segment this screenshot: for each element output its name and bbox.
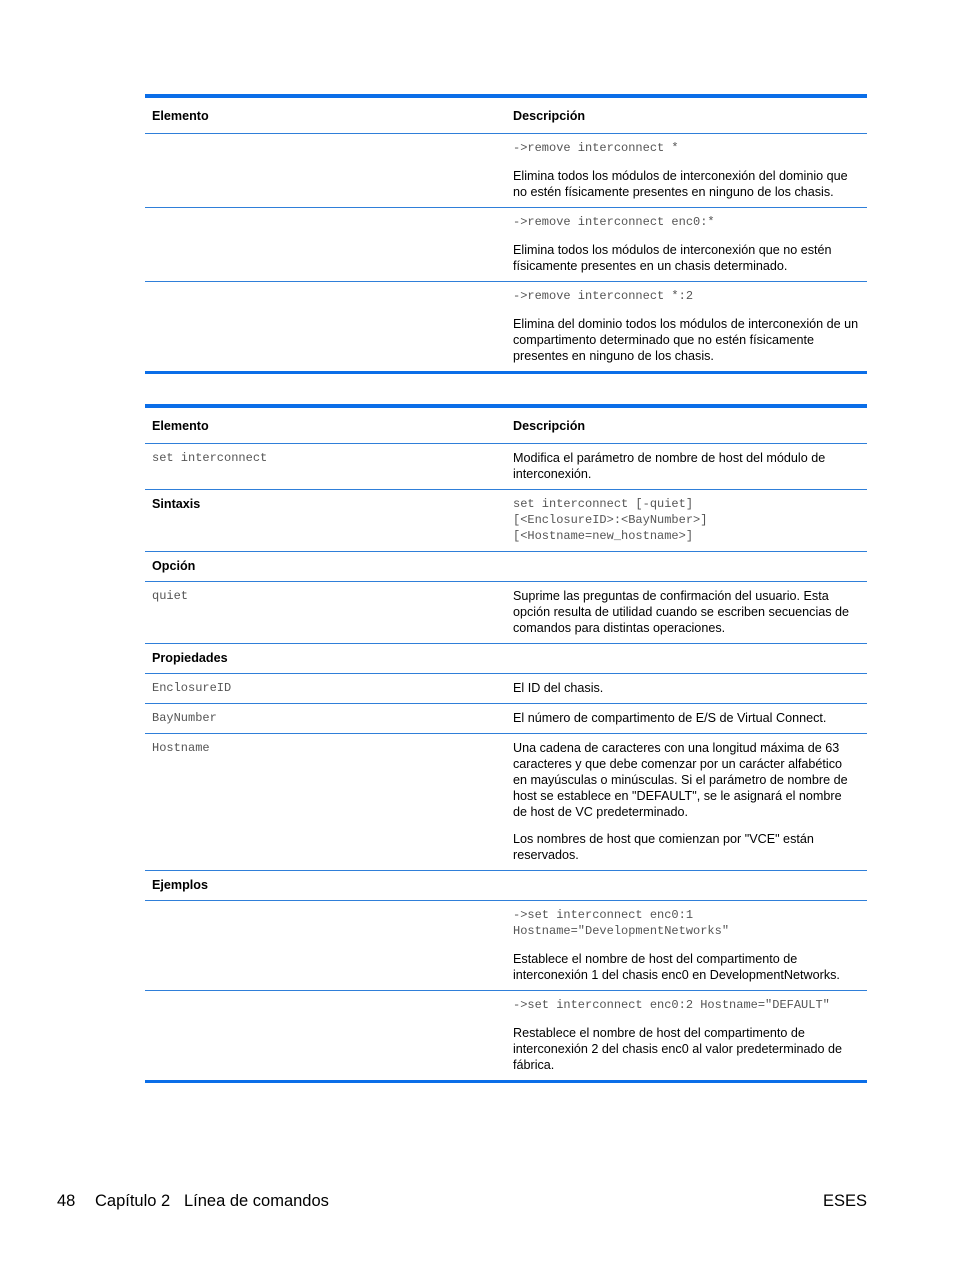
option-row — [145, 582, 867, 644]
properties-header: Propiedades — [152, 651, 228, 665]
example-code: ->remove interconnect * — [513, 141, 679, 155]
example-code: ->set interconnect enc0:2 Hostname="DEFAULT" — [513, 998, 830, 1012]
option-header: Opción — [152, 559, 196, 573]
table-row — [145, 134, 867, 208]
table-header — [145, 98, 867, 134]
example-description: Restablece el nombre de host del compartimento de interconexión 2 del chasis enc0 al valor predeterminado de fábrica. — [513, 1026, 843, 1072]
header-element: Elemento — [152, 109, 209, 123]
property-description: El número de compartimento de E/S de Virtual Connect. — [513, 711, 827, 725]
property-name: BayNumber — [152, 711, 217, 725]
example-code: ->set interconnect enc0:1 Hostname="DevelopmentNetworks" — [513, 908, 730, 938]
example-description: Elimina todos los módulos de interconexión que no estén físicamente presentes en un chasis determinado. — [513, 243, 832, 273]
table-row — [145, 282, 867, 371]
example-row — [145, 901, 867, 991]
command-description: Modifica el parámetro de nombre de host del módulo de interconexión. — [513, 451, 826, 481]
header-description: Descripción — [513, 419, 586, 433]
property-description: El ID del chasis. — [513, 681, 604, 695]
command-row — [145, 444, 867, 490]
page-number: 48 — [57, 1192, 76, 1210]
row-element — [145, 282, 506, 371]
table-header — [145, 408, 867, 444]
syntax-code: set interconnect [-quiet] [<EnclosureID>:<BayNumber>] [<Hostname=new_hostname>] — [513, 497, 708, 543]
syntax-label: Sintaxis — [152, 497, 201, 511]
remove-interconnect-table — [145, 94, 867, 374]
property-row — [145, 734, 867, 871]
example-description: Establece el nombre de host del compartimento de interconexión 1 del chasis enc0 en DevelopmentNetworks. — [513, 952, 840, 982]
property-row — [145, 704, 867, 734]
example-description: Elimina todos los módulos de interconexión del dominio que no estén físicamente presentes en ninguno de los chasis. — [513, 169, 848, 199]
command-name: set interconnect — [152, 451, 268, 465]
section-header-row — [145, 871, 867, 901]
row-element — [145, 208, 506, 281]
section-header-row — [145, 552, 867, 582]
table-row — [145, 208, 867, 282]
property-row — [145, 674, 867, 704]
example-row — [145, 991, 867, 1080]
option-name: quiet — [152, 589, 189, 603]
set-interconnect-table — [145, 404, 867, 1083]
section-header-row — [145, 644, 867, 674]
property-name: EnclosureID — [152, 681, 232, 695]
example-code: ->remove interconnect enc0:* — [513, 215, 715, 229]
language-code: ESES — [822, 1192, 867, 1210]
syntax-row — [145, 490, 867, 552]
property-description: Una cadena de caracteres con una longitud máxima de 63 caracteres y que debe comenzar por un carácter alfabético en mayúsculas o minúsculas. Si el parámetro de nombre de host se establece en "DEFAULT", se le asignará el nombre de host de VC predeterminado. — [513, 741, 848, 819]
property-note: Los nombres de host que comienzan por "VCE" están reservados. — [513, 832, 814, 862]
property-name: Hostname — [152, 741, 210, 755]
example-description: Elimina del dominio todos los módulos de interconexión de un compartimento determinado que no estén físicamente presentes en ninguno de los chasis. — [513, 317, 859, 363]
example-code: ->remove interconnect *:2 — [513, 289, 694, 303]
header-description: Descripción — [513, 109, 586, 123]
option-description: Suprime las preguntas de confirmación del usuario. Esta opción resulta de utilidad cuando se escriben secuencias de comandos para distintas operaciones. — [513, 589, 850, 635]
chapter-title: Capítulo 2 Línea de comandos — [95, 1192, 329, 1210]
row-element — [145, 134, 506, 207]
examples-header: Ejemplos — [152, 878, 208, 892]
header-element: Elemento — [152, 419, 209, 433]
